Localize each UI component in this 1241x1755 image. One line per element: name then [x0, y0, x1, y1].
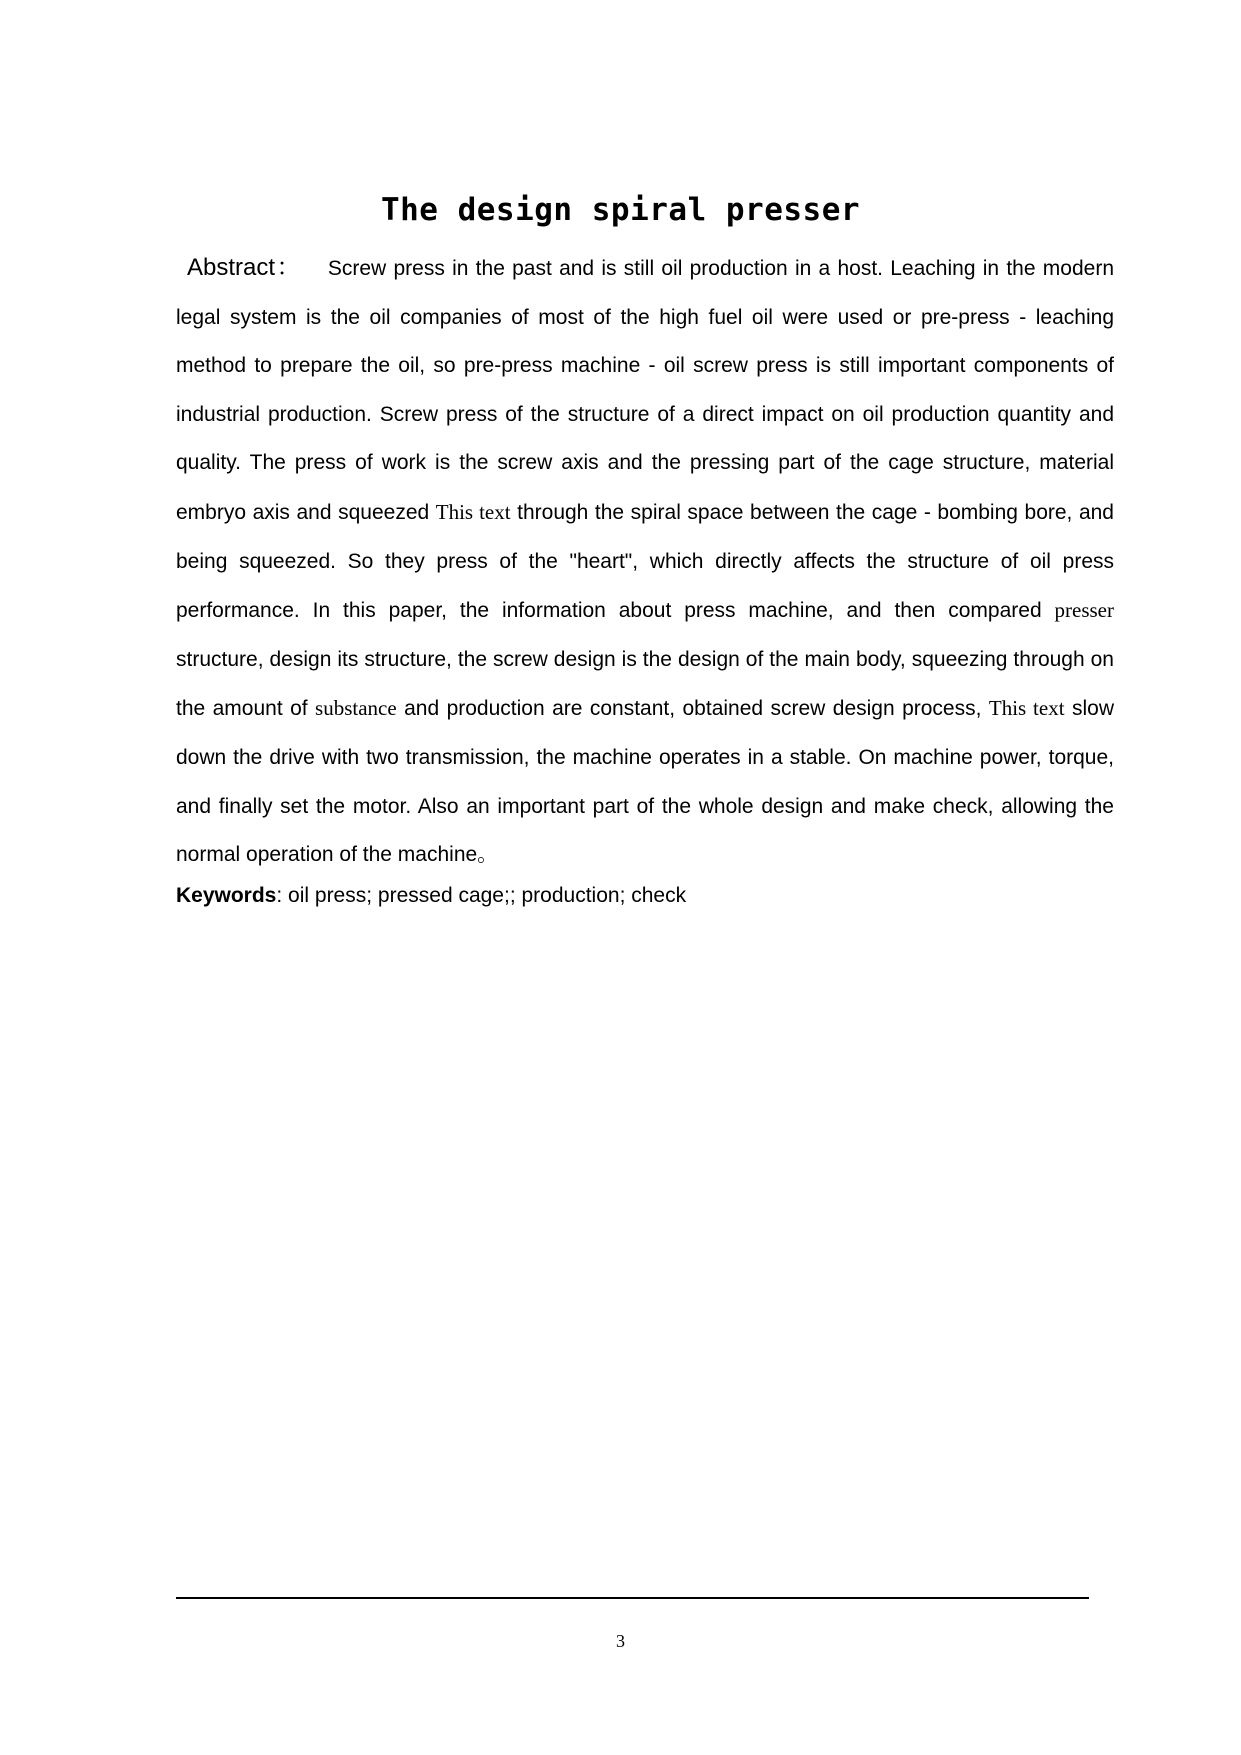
abstract-text-part-3: structure, design its structure, the screw design is the design of the main body, squeezing through on the amount of: [176, 647, 1114, 721]
abstract-text-part-2: through the spiral space between the cage - bombing bore, and being squeezed. So they press of the "heart", which directly affects the structure of oil press performance. In this paper, the information about press machine, and then compared: [176, 500, 1114, 623]
abstract-label: Abstract：: [187, 254, 302, 281]
abstract-paragraph: [176, 244, 1114, 880]
keywords-label: Keywords: [176, 884, 277, 907]
abstract-inserted-text-4: This text: [988, 696, 1065, 721]
page-number: 3: [616, 1631, 625, 1651]
keywords-text: : oil press; pressed cage;; production; check: [276, 884, 687, 907]
document-title: The design spiral presser: [380, 192, 861, 228]
footer-divider: [176, 1597, 1089, 1599]
abstract-inserted-text-2: presser: [1054, 598, 1114, 623]
abstract-inserted-text-3: substance: [315, 696, 397, 721]
keywords-line: [176, 872, 1114, 920]
abstract-text-part-5: slow down the drive with two transmission, the machine operates in a stable. On machine power, torque, and finally set the motor. Also an important part of the whole design and make check, allowing the normal operation of the machine。: [176, 697, 1114, 867]
abstract-text-part-4: and production are constant, obtained screw design process,: [396, 697, 989, 721]
abstract-text-part-1: Screw press in the past and is still oil production in a host. Leaching in the modern legal system is the oil companies of most of the high fuel oil were used or pre-press - leaching method to prepare the oil, so pre-press machine - oil screw press is still important components of industrial production. Screw press of the structure of a direct impact on oil production quantity and quality. The press of work is the screw axis and the pressing part of the cage structure, material embryo axis and squeezed: [176, 257, 1114, 524]
abstract-inserted-text-1: This text: [435, 499, 511, 524]
